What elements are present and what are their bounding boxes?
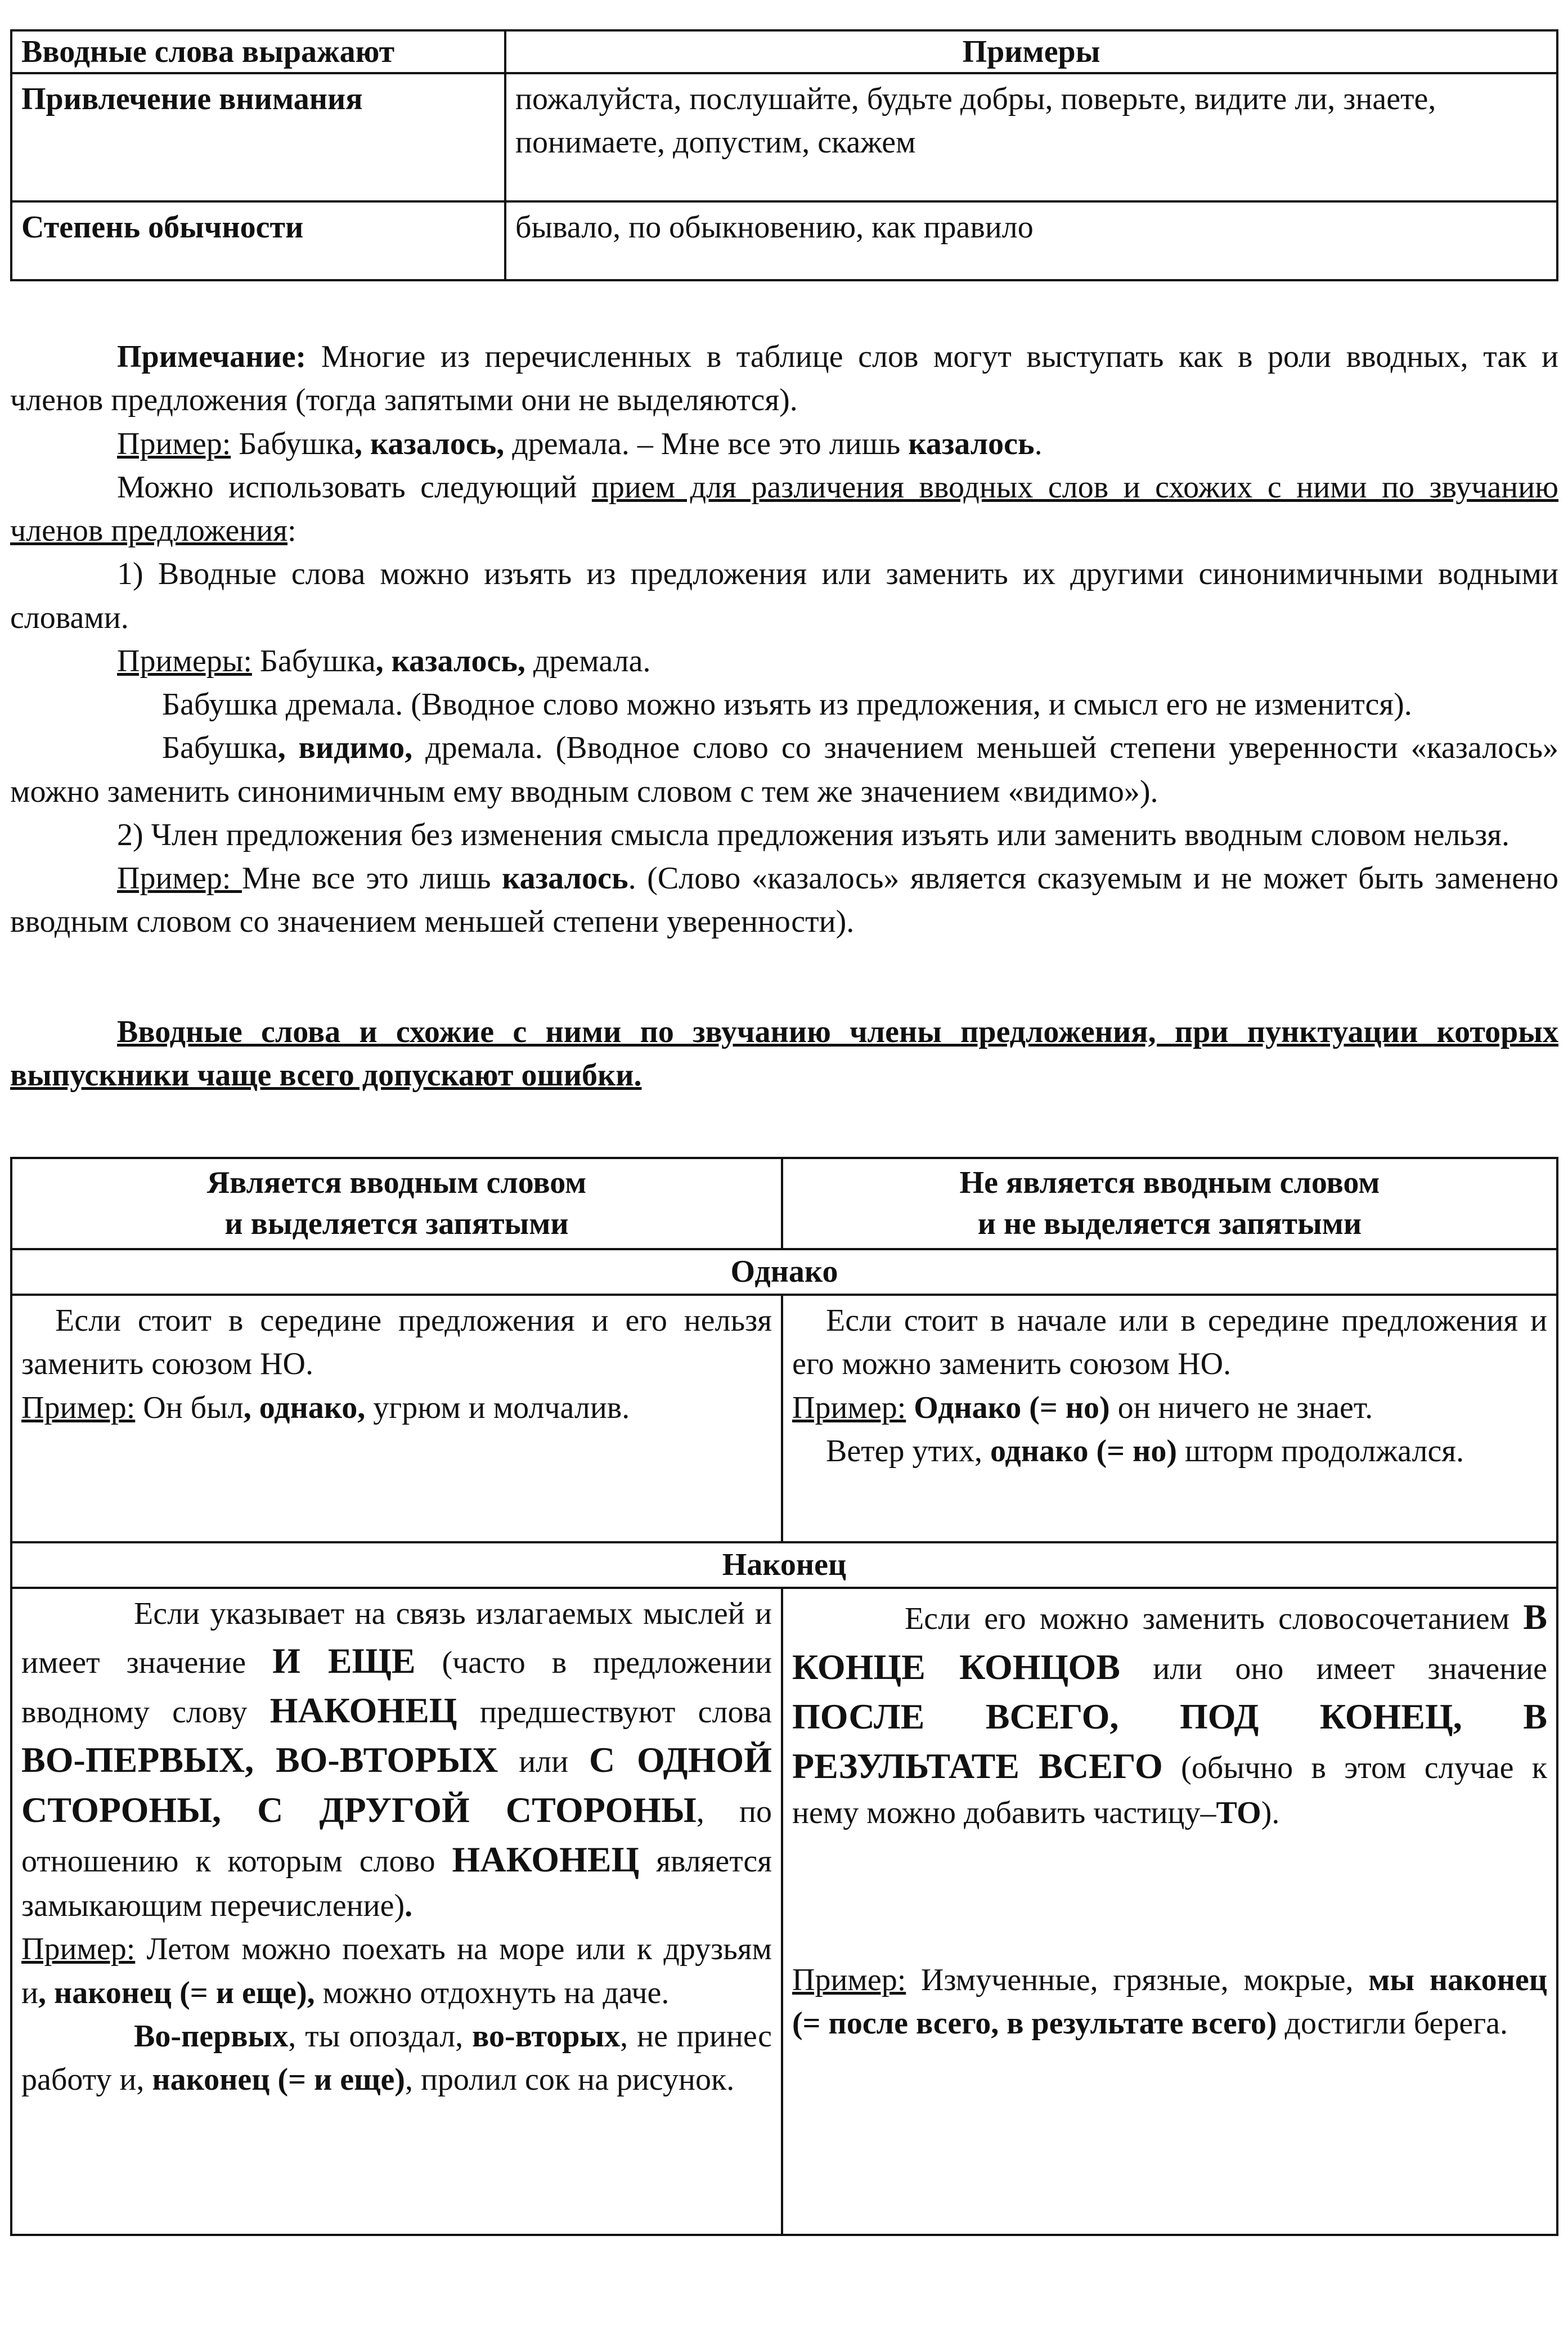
cell-text-part: (часто в предложении вводному слову <box>21 1645 772 1730</box>
cell-text-part: или <box>498 1744 589 1780</box>
table-header-cell <box>11 1158 782 1249</box>
table-cell: бывало, по обыкновению, как правило <box>505 201 1557 280</box>
example-text: угрюм и молчалив. <box>365 1390 630 1425</box>
cell-example <box>792 1959 1547 2046</box>
table-header-row <box>11 30 1557 73</box>
cell-text-bold: С ОДНОЙ СТОРОНЫ, С ДРУГОЙ СТОРОНЫ <box>21 1740 772 1830</box>
example-bold: Однако (= но) <box>906 1390 1110 1425</box>
example-text: Он был <box>135 1390 244 1425</box>
example-text: дремала. <box>525 643 651 679</box>
table-header-cell: Примеры <box>505 30 1557 73</box>
cell-text-part: ). <box>1261 1795 1280 1830</box>
example-bold: , однако, <box>243 1390 366 1425</box>
example-bold: Во-первых <box>134 2019 289 2054</box>
cell-text-part: Если указывает на связь излагаемых мыслей и имеет значение <box>21 1596 772 1680</box>
example-text: , пролил сок на рисунок. <box>405 2062 735 2098</box>
example-label: Пример: <box>792 1962 906 1997</box>
table-cell: Привлечение внимания <box>11 73 505 201</box>
table-row <box>11 1588 1557 2235</box>
document-page <box>10 29 1558 2236</box>
header-line: Не является вводным словом <box>959 1165 1380 1201</box>
table-cell <box>782 1588 1557 2235</box>
cell-text-part: , по отношению к которым слово <box>21 1794 772 1879</box>
introductory-words-table <box>10 29 1558 281</box>
example-text: дремала. (Вводное слово со значением меньшей степени уверенности «казалось» можно заменить синонимичным ему вводным словом с тем же значением «видимо»). <box>10 730 1558 809</box>
header-line: и не выделяется запятыми <box>977 1206 1362 1242</box>
example-text: шторм продолжался. <box>1176 1433 1464 1469</box>
rule-1: 1) Вводные слова можно изъять из предложения или заменить их другими синонимичными водными словами. <box>10 556 1558 635</box>
table-row <box>11 201 1557 280</box>
note-text: Многие из перечисленных в таблице слов могут выступать как в роли вводных, так и членов предложения (тогда запятыми они не выделяются). <box>10 339 1558 418</box>
cell-text-bold: НАКОНЕЦ <box>452 1839 640 1879</box>
cell-text-part: или оно имеет значение <box>1120 1651 1547 1686</box>
cell-example <box>792 1430 1547 1473</box>
table-cell: Степень обычности <box>11 201 505 280</box>
examples-label: Примеры: <box>117 643 252 679</box>
cell-example <box>21 1928 772 2015</box>
example-label: Пример: <box>21 1932 136 1967</box>
example-text: , ты опоздал, <box>288 2019 473 2054</box>
example-label: Пример: <box>117 426 231 461</box>
example-paragraph <box>10 726 1558 814</box>
example-bold: , казалось, <box>354 426 505 461</box>
example-text: Бабушка <box>162 730 278 766</box>
example-text: . (Слово «казалось» является сказуемым и не может быть заменено вводным словом со значением меньшей степени уверенности). <box>10 861 1559 940</box>
example-text: Измученные, грязные, мокрые, <box>906 1962 1369 1997</box>
table-row <box>11 1295 1557 1542</box>
cell-text <box>792 1592 1547 1835</box>
example-label: Пример: <box>792 1390 906 1425</box>
note-label: Примечание: <box>117 339 307 374</box>
method-underlined: прием для различения вводных слов и схожих с ними по звучанию членов предложения <box>10 469 1558 549</box>
method-paragraph <box>10 466 1558 553</box>
cell-text-part: Если его можно заменить словосочетанием <box>905 1601 1524 1637</box>
table-cell: пожалуйста, послушайте, будьте добры, поверьте, видите ли, знаете, понимаете, допустим, скажем <box>505 73 1557 201</box>
example-text: Мне все это лишь <box>241 861 502 896</box>
cell-text-bold: . <box>405 1888 413 1924</box>
cell-example <box>21 2015 772 2102</box>
table-header-row <box>11 1158 1557 1249</box>
section-title: Вводные слова и схожие с ними по звучанию члены предложения, при пунктуации которых выпускники чаще всего допускают ошибки. <box>10 1014 1558 1093</box>
example-text: можно отдохнуть на даче. <box>315 1975 670 2010</box>
cell-text-bold: В КОНЦЕ КОНЦОВ <box>792 1597 1547 1687</box>
word-row-header <box>11 1249 1557 1295</box>
example-bold: однако (= но) <box>990 1433 1177 1469</box>
example-text: . <box>1034 426 1043 461</box>
example-bold: казалось <box>908 426 1035 461</box>
example-text: Летом можно поехать на море или к друзьям и <box>21 1932 772 2010</box>
example-label: Пример: <box>117 861 242 896</box>
note-section <box>10 335 1558 944</box>
word-heading: Наконец <box>11 1542 1557 1588</box>
example-paragraph <box>10 857 1558 944</box>
example-bold: казалось <box>502 861 628 896</box>
rule-2: 2) Член предложения без изменения смысла предложения изъять или заменить вводным словом нельзя. <box>117 817 1509 852</box>
cell-example <box>21 1386 772 1430</box>
cell-text-part: (обычно в этом случае к нему можно добавить частицу– <box>792 1750 1547 1830</box>
example-paragraph: Бабушка дремала. (Вводное слово можно изъять из предложения, и смысл его не изменится). <box>162 687 1412 722</box>
cell-text-part: является замыкающим перечисление) <box>21 1843 772 1924</box>
table-header-cell: Вводные слова выражают <box>11 30 505 73</box>
example-text: Бабушка <box>231 426 354 461</box>
example-text: Бабушка <box>251 643 376 679</box>
header-line: Является вводным словом <box>206 1165 587 1201</box>
cell-text-bold: ПОСЛЕ ВСЕГО, ПОД КОНЕЦ, В РЕЗУЛЬТАТЕ ВСЕГО <box>792 1696 1547 1786</box>
example-bold: , казалось, <box>375 643 525 679</box>
table-row <box>11 73 1557 201</box>
method-text: : <box>287 513 296 549</box>
example-bold: во-вторых <box>472 2019 621 2054</box>
cell-text-bold: ВО-ПЕРВЫХ, ВО-ВТОРЫХ <box>21 1740 498 1780</box>
word-heading: Однако <box>11 1249 1557 1295</box>
cell-text-part: предшествуют слова <box>457 1694 772 1730</box>
cell-text-bold: НАКОНЕЦ <box>269 1690 457 1730</box>
example-text: Ветер утих, <box>826 1433 990 1469</box>
note-example <box>10 423 1558 466</box>
note-paragraph <box>10 335 1558 423</box>
example-bold: наконец (= и еще) <box>152 2062 405 2098</box>
table-cell <box>11 1295 782 1542</box>
table-header-cell <box>782 1158 1557 1249</box>
example-text: он ничего не знает. <box>1109 1390 1373 1425</box>
table-cell <box>782 1295 1557 1542</box>
cell-text <box>21 1592 772 1928</box>
cell-text-bold: И ЕЩЕ <box>272 1640 416 1681</box>
word-row-header <box>11 1542 1557 1588</box>
example-label: Пример: <box>21 1390 136 1425</box>
example-bold: мы наконец (= после всего, в результате всего) <box>792 1962 1548 2041</box>
cell-text: Если стоит в начале или в середине предложения и его можно заменить союзом НО. <box>792 1303 1547 1382</box>
method-text: Можно использовать следующий <box>117 469 592 505</box>
header-line: и выделяется запятыми <box>224 1206 569 1242</box>
example-bold: , видимо, <box>277 730 413 766</box>
comparison-table <box>10 1157 1558 2236</box>
example-text: достигли берега. <box>1277 2006 1508 2041</box>
cell-example <box>792 1386 1547 1430</box>
table-cell <box>11 1588 782 2235</box>
cell-text: Если стоит в середине предложения и его нельзя заменить союзом НО. <box>21 1303 772 1382</box>
examples-line <box>10 640 1558 683</box>
example-text: дремала. – Мне все это лишь <box>504 426 909 461</box>
cell-text-bold: ТО <box>1216 1795 1261 1830</box>
example-bold: , наконец (= и еще), <box>38 1975 315 2010</box>
example-text: , не принес работу и, <box>21 2019 772 2098</box>
